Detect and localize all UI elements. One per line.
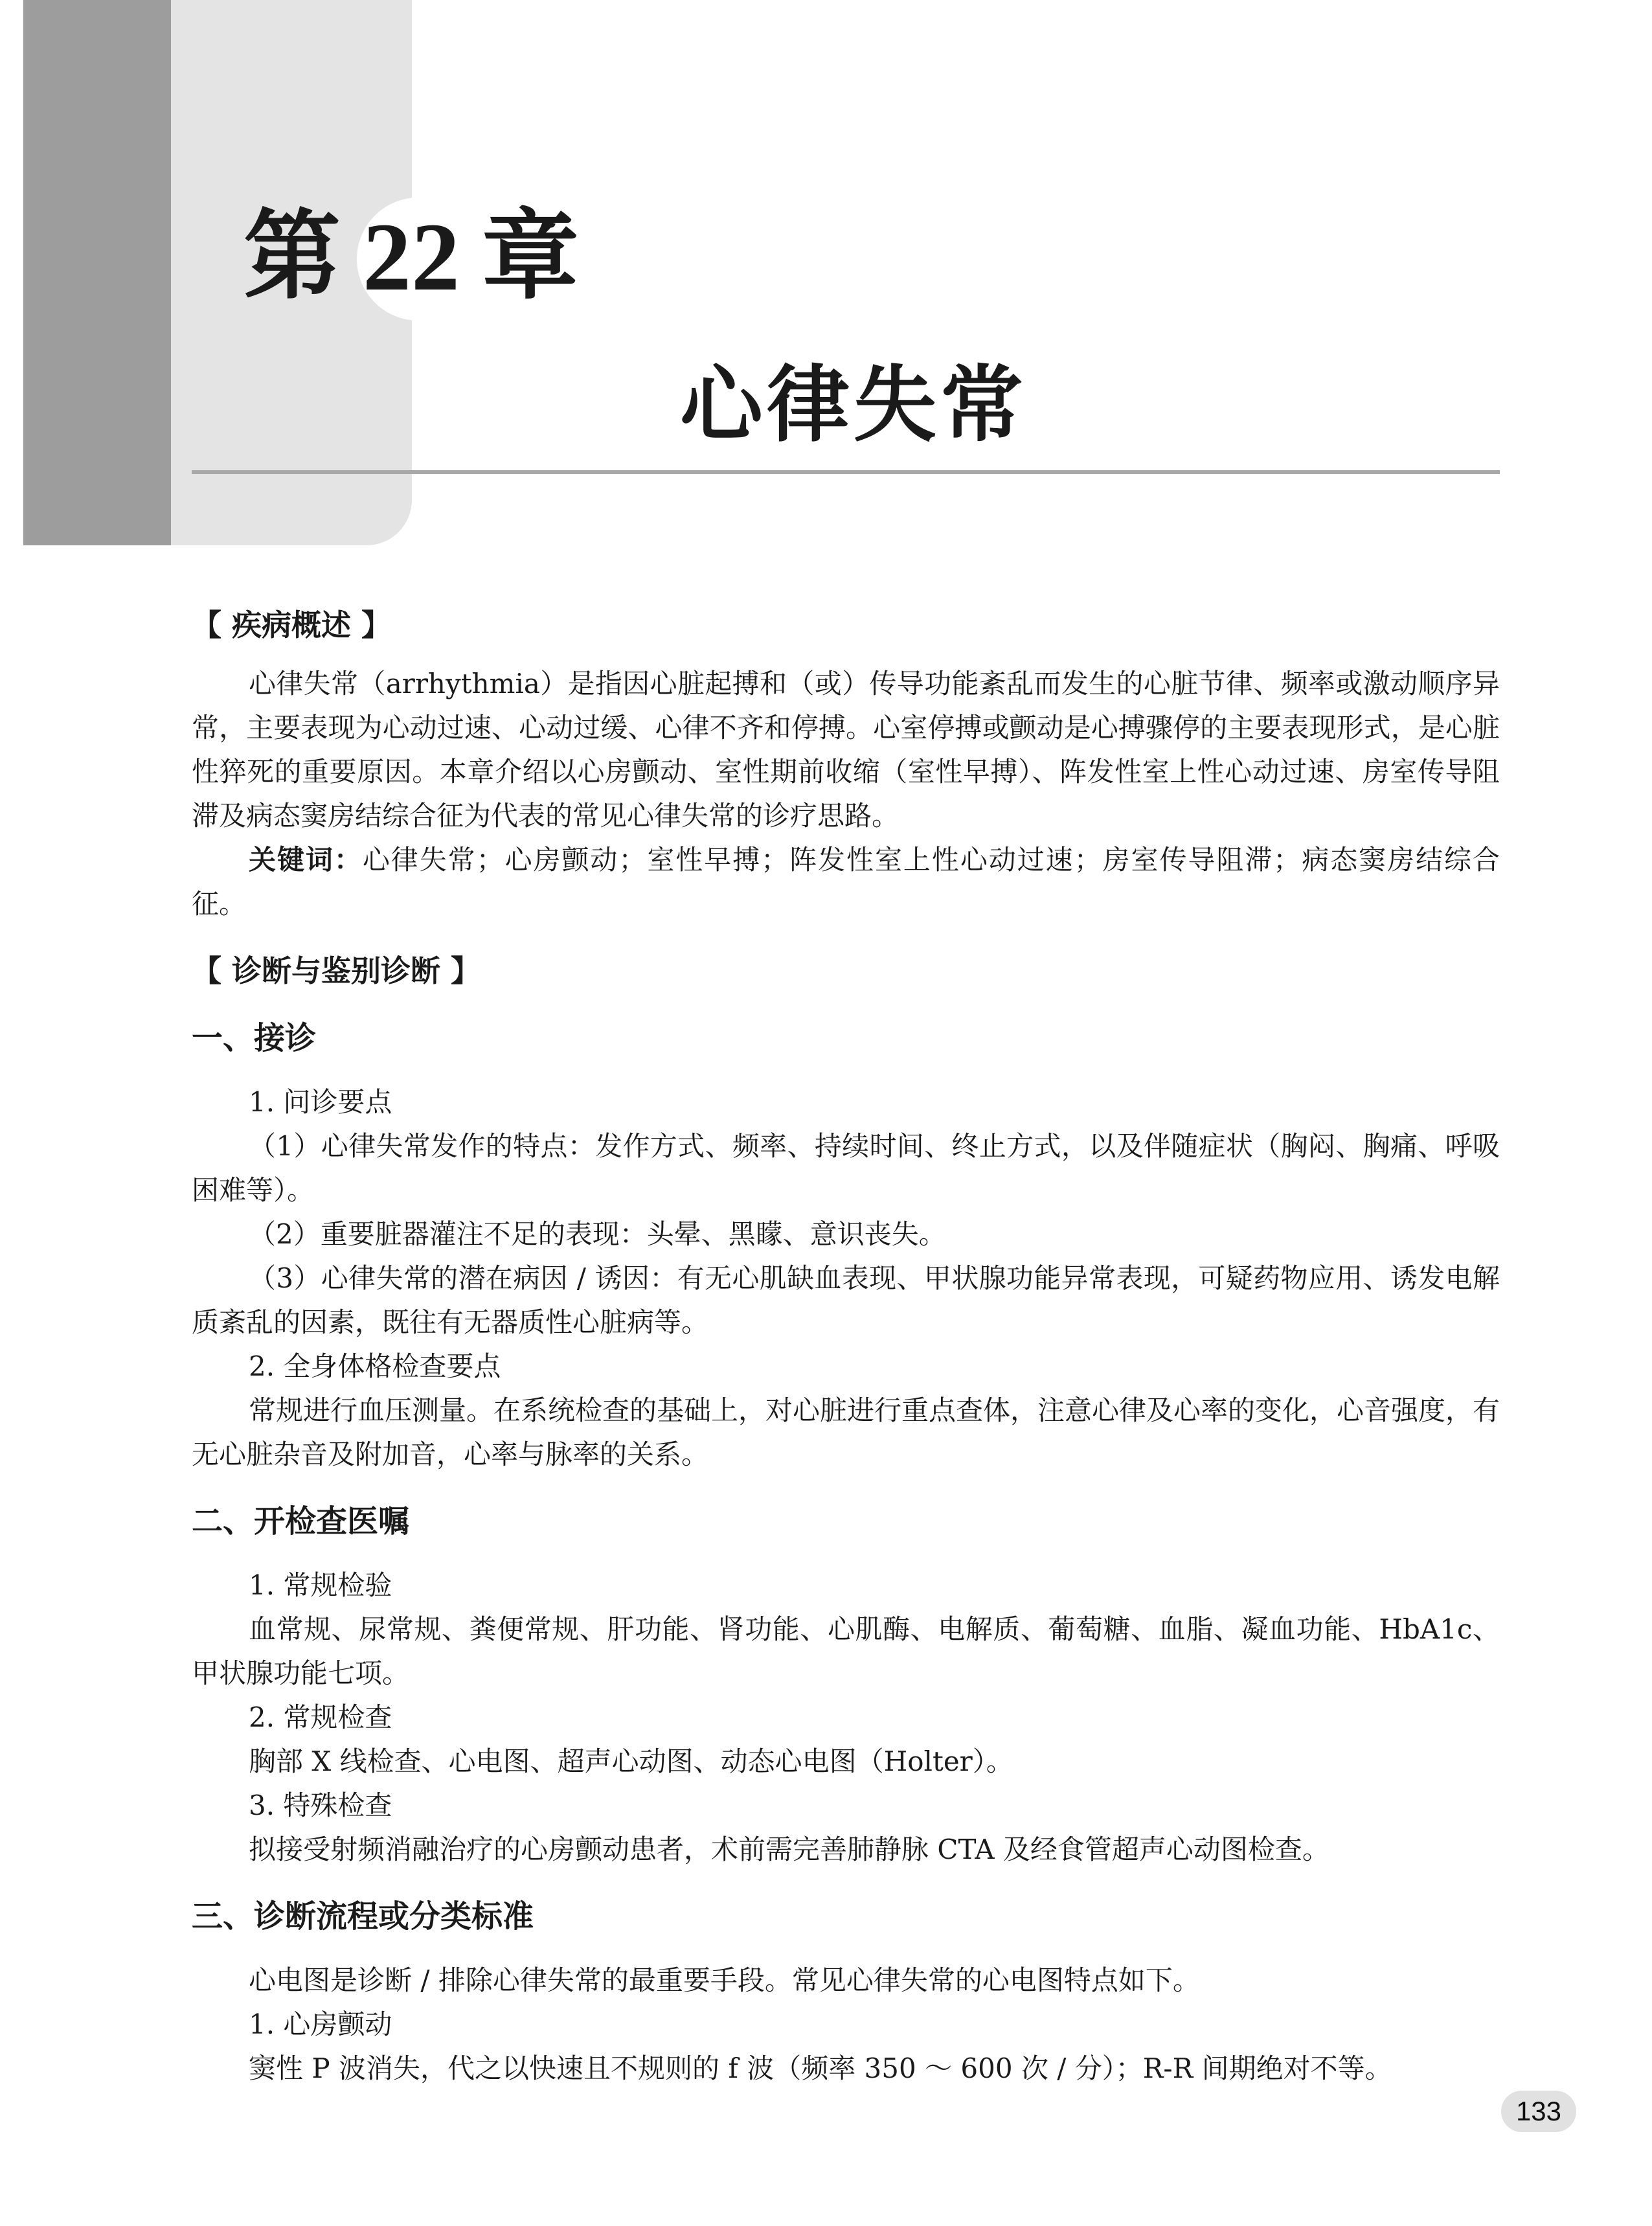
s2-item2-title: 2. 常规检查 — [249, 1701, 392, 1733]
s2-item3-text: 拟接受射频消融治疗的心房颤动患者，术前需完善肺静脉 CTA 及经食管超声心动图检查。 — [249, 1834, 1330, 1865]
s1-exam: 常规进行血压测量。在系统检查的基础上，对心脏进行重点查体，注意心律及心率的变化，心音强度，有无心脏杂音及附加音，心率与脉率的关系。 — [192, 1394, 1500, 1470]
keywords-line — [192, 838, 1500, 926]
overview-paragraph: 心律失常（arrhythmia）是指因心脏起搏和（或）传导功能紊乱而发生的心脏节律、频率或激动顺序异常，主要表现为心动过速、心动过缓、心律不齐和停搏。心室停搏或颤动是心搏骤停的主要表现形式，是心脏性猝死的重要原因。本章介绍以心房颤动、室性期前收缩（室性早搏）、阵发性室上性心动过速、房室传导阻滞及病态窦房结综合征为代表的常见心律失常的诊疗思路。 — [192, 668, 1500, 832]
diagnosis-heading: 【 诊断与鉴别诊断 】 — [192, 953, 481, 988]
s2-item3-title: 3. 特殊检查 — [249, 1789, 392, 1821]
s3-item1-title: 1. 心房颤动 — [249, 2008, 392, 2040]
s1-q1: （1）心律失常发作的特点：发作方式、频率、持续时间、终止方式，以及伴随症状（胸闷、胸痛、呼吸困难等）。 — [192, 1130, 1500, 1206]
section-1-title: 一、接诊 — [192, 1020, 317, 1056]
chapter-suffix: 章 — [482, 199, 580, 313]
chapter-band-dark — [23, 0, 171, 545]
section-2-title: 二、开检查医嘱 — [192, 1503, 410, 1539]
overview-heading: 【 疾病概述 】 — [192, 608, 392, 642]
page-number: 133 — [1501, 2091, 1576, 2132]
s2-item1-text: 血常规、尿常规、粪便常规、肝功能、肾功能、心肌酶、电解质、葡萄糖、血脂、凝血功能、HbA1c、甲状腺功能七项。 — [192, 1613, 1500, 1689]
s3-item1-text: 窦性 P 波消失，代之以快速且不规则的 f 波（频率 350 ～ 600 次 / 分）；R-R 间期绝对不等。 — [249, 2052, 1392, 2084]
chapter-title: 心律失常 — [680, 356, 1028, 453]
keywords-text: 心律失常；心房颤动；室性早搏；阵发性室上性心动过速；房室传导阻滞；病态窦房结综合征。 — [192, 844, 1500, 920]
s2-item1-title: 1. 常规检验 — [249, 1569, 392, 1601]
s2-item2-text: 胸部 X 线检查、心电图、超声心动图、动态心电图（Holter）。 — [249, 1745, 1013, 1777]
chapter-prefix: 第 — [243, 199, 341, 313]
chapter-label — [243, 194, 579, 317]
section-3-title: 三、诊断流程或分类标准 — [192, 1898, 534, 1935]
title-divider — [192, 470, 1500, 474]
s3-intro: 心电图是诊断 / 排除心律失常的最重要手段。常见心律失常的心电图特点如下。 — [249, 1964, 1200, 1996]
s1-item1-title: 1. 问诊要点 — [249, 1086, 392, 1118]
s1-item2-title: 2. 全身体格检查要点 — [249, 1350, 501, 1382]
s1-q3: （3）心律失常的潜在病因 / 诱因：有无心肌缺血表现、甲状腺功能异常表现，可疑药物应用、诱发电解质紊乱的因素，既往有无器质性心脏病等。 — [192, 1262, 1500, 1338]
chapter-number: 22 — [363, 203, 460, 311]
page-body — [192, 602, 1500, 2091]
keywords-label: 关键词： — [249, 844, 363, 876]
s1-q2: （2）重要脏器灌注不足的表现：头晕、黑矇、意识丧失。 — [249, 1218, 946, 1250]
